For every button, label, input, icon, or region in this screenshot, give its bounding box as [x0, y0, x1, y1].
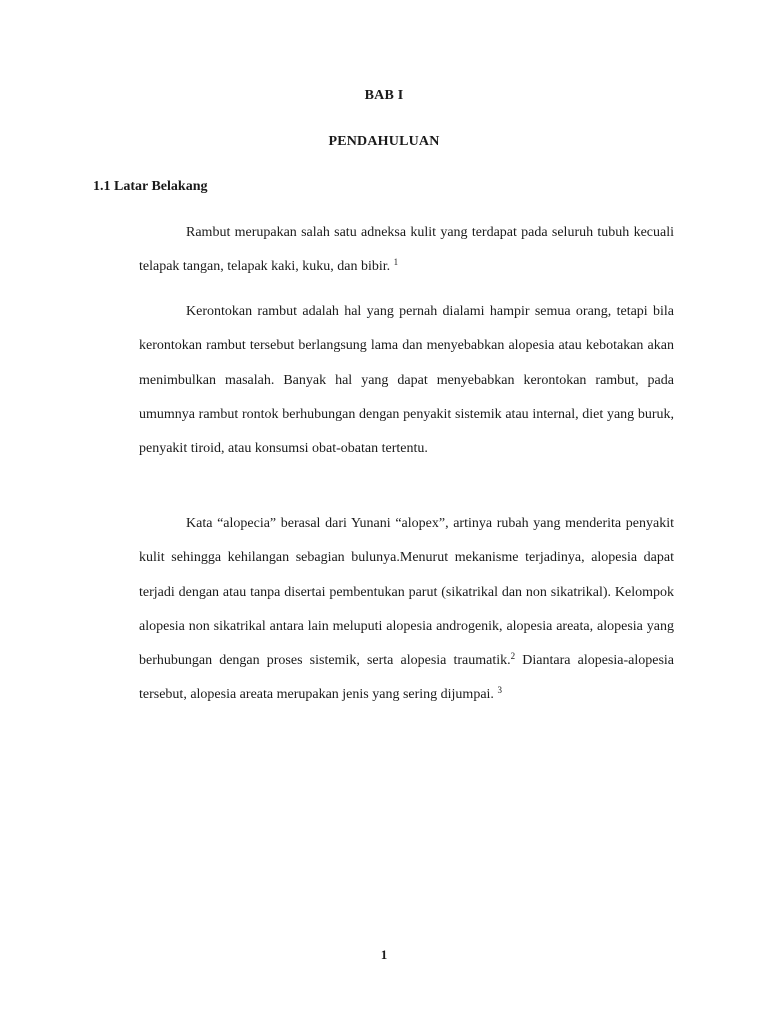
footnote-ref-1: 1	[393, 257, 399, 268]
paragraph-1	[139, 216, 674, 285]
section-heading: 1.1 Latar Belakang	[93, 179, 208, 194]
chapter-title: PENDAHULUAN	[328, 134, 440, 149]
footnote-ref-3: 3	[497, 685, 502, 696]
paragraph-3-text-b: Diantara alopesia-alopesia tersebut, alopesia areata merupakan jenis yang sering dijumpai.	[139, 653, 674, 703]
footnote-ref-2: 2	[510, 651, 516, 662]
paragraph-1-text: Rambut merupakan salah satu adneksa kulit yang terdapat pada seluruh tubuh kecuali telapak tangan, telapak kaki, kuku, dan bibir.	[139, 225, 674, 275]
paragraph-3-text-a: Kata “alopecia” berasal dari Yunani “alopex”, artinya rubah yang menderita penyakit kulit sehingga kehilangan sebagian bulunya.Menurut mekanisme terjadinya, alopesia dapat terjadi dengan atau tanpa disertai pembentukan parut (sikatrikal dan non sikatrikal). Kelompok alopesia non sikatrikal antara lain meluputi alopesia androgenik, alopesia areata, alopesia yang berhubungan dengan proses sistemik, serta alopesia traumatik.	[139, 516, 674, 669]
paragraph-3	[139, 507, 674, 713]
chapter-number: BAB I	[364, 88, 404, 103]
paragraph-2	[139, 295, 674, 466]
page-number: 1	[380, 947, 388, 962]
paragraph-2-text: Kerontokan rambut adalah hal yang pernah dialami hampir semua orang, tetapi bila kerontokan rambut tersebut berlangsung lama dan menyebabkan alopesia atau kebotakan akan menimbulkan masalah. Banyak hal yang dapat menyebabkan kerontokan rambut, pada umumnya rambut rontok berhubungan dengan penyakit sistemik atau internal, diet yang buruk, penyakit tiroid, atau konsumsi obat-obatan tertentu.	[139, 304, 674, 457]
